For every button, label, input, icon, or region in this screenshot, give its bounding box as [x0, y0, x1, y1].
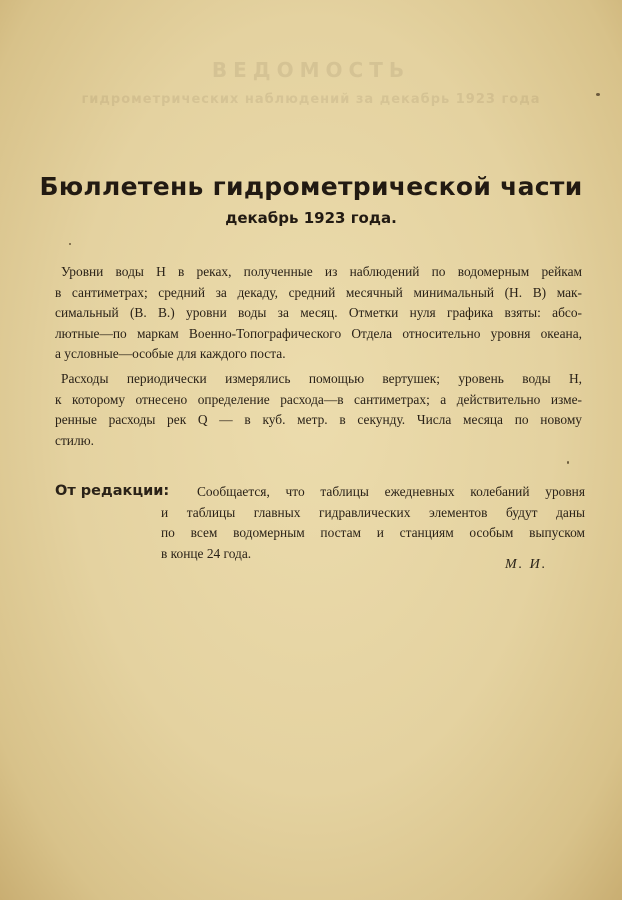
paper-speck: [567, 461, 569, 464]
paragraph-discharges: [55, 369, 582, 451]
text-line: лютные—по маркам Военно-Топографического Отдела относительно уровня океана,: [55, 325, 582, 341]
bulletin-title: Бюллетень гидрометрической части: [39, 172, 583, 201]
editorial-body: [161, 482, 585, 564]
paper-speck: [596, 93, 600, 96]
paragraph-water-levels: [55, 262, 582, 365]
text-line: а условные—особые для каждого поста.: [55, 346, 286, 361]
show-through-heading: ВЕДОМОСТЬ: [211, 58, 411, 82]
paper-speck: [69, 243, 71, 245]
text-line: по всем водомерным постам и станциям особым выпуском: [161, 525, 585, 540]
text-line: ренные расходы рек Q — в куб. метр. в секунду. Числа месяца по новому: [55, 412, 582, 427]
text-line: и таблицы главных гидравлических элементов будут даны: [161, 504, 585, 520]
text-line: Расходы периодически измерялись помощью вертушек; уровень воды H,: [61, 371, 582, 386]
text-line: к которому отнесено определение расхода—в сантиметрах; а действительно изме-: [55, 391, 582, 407]
text-line: Уровни воды H в реках, полученные из наблюдений по водомерным рейкам: [61, 264, 582, 279]
text-line: симальный (В. В.) уровни воды за месяц. Отметки нуля графика взяты: абсо-: [55, 305, 582, 320]
text-line: в сантиметрах; средний за декаду, средний месячный минимальный (Н. В) мак-: [55, 284, 582, 300]
editorial-label: От редакции:: [55, 483, 170, 499]
bulletin-date: декабрь 1923 года.: [225, 209, 397, 227]
text-line: в конце 24 года.: [161, 545, 252, 561]
signature-initials: М. И.: [505, 557, 548, 572]
show-through-subheading: гидрометрических наблюдений за декабрь 1923 года: [81, 92, 541, 107]
text-line: Сообщается, что таблицы ежедневных колебаний уровня: [197, 484, 585, 499]
text-line: стилю.: [55, 432, 94, 448]
